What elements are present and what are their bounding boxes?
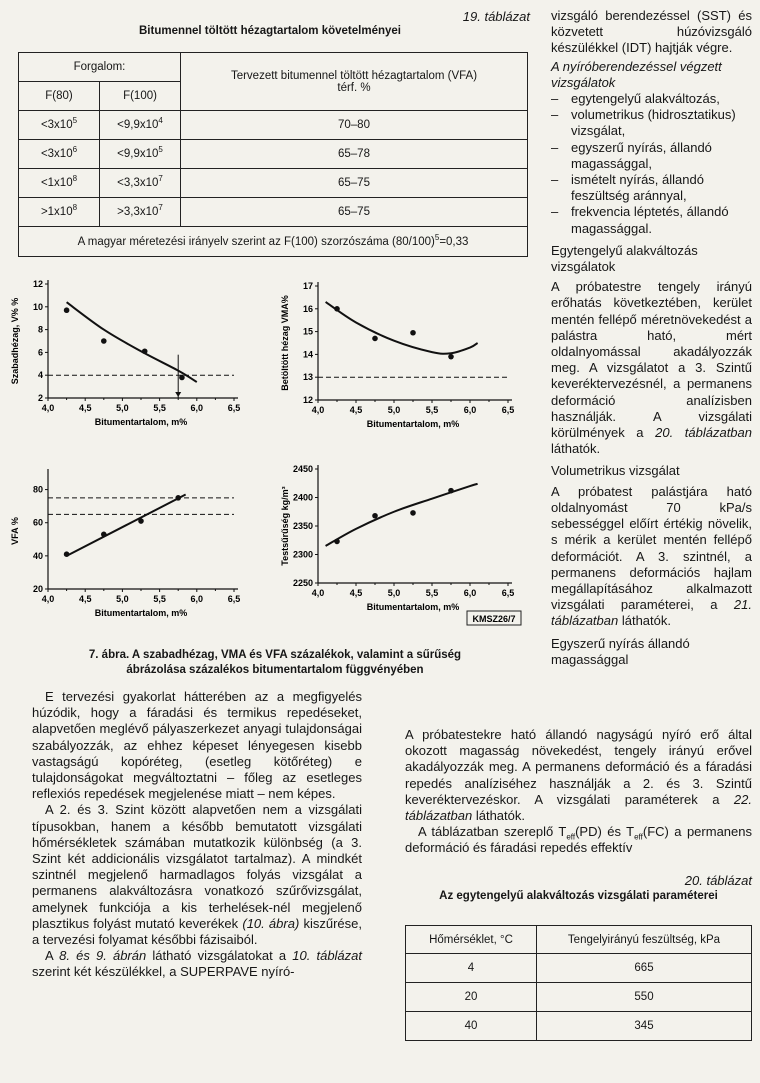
x-tick-label: 6,0 <box>190 403 204 413</box>
table-row: $<1x10^8$ $<3,3x10^7$ 65–75 <box>19 169 528 198</box>
x-tick-label: 5,5 <box>425 405 439 415</box>
chart-1 <box>10 279 240 427</box>
x-axis-label: Bitumentartalom, m% <box>94 608 188 618</box>
y-axis-label: Testsűrűség kg/m³ <box>280 486 290 566</box>
x-tick-label: 6,5 <box>501 405 515 415</box>
header-vfa: Tervezett bitumennel töltött hézagtartalom (VFA) térf. % <box>181 53 528 111</box>
header-forgalom: Forgalom: <box>19 53 181 82</box>
y-tick-label: 40 <box>32 550 43 561</box>
table-row: $>1x10^8$ $>3,3x10^7$ 65–75 <box>19 198 528 227</box>
fit-curve <box>326 484 478 546</box>
data-point <box>448 488 454 494</box>
x-tick-label: 4,0 <box>311 405 325 415</box>
data-point <box>142 348 148 354</box>
header-f80: F(80) <box>19 82 100 111</box>
section-heading: Egyszerű nyírás állandó magassággal <box>551 635 690 667</box>
table-row: $<3x10^6$ $<9,9x10^5$ 65–78 <box>19 140 528 169</box>
y-tick-label: 16 <box>302 303 313 314</box>
x-tick-label: 4,5 <box>349 588 363 598</box>
y-tick-label: 8 <box>37 324 43 335</box>
y-tick-label: 2 <box>37 393 43 403</box>
data-point <box>372 513 378 519</box>
data-point <box>138 518 144 524</box>
right-column <box>551 8 752 668</box>
data-point <box>410 510 416 516</box>
table-row: $<3x10^5$ $<9,9x10^4$ 70–80 <box>19 111 528 140</box>
x-tick-label: 6,5 <box>227 594 241 604</box>
y-tick-label: 2300 <box>292 549 313 560</box>
x-tick-label: 6,0 <box>463 588 477 598</box>
x-tick-label: 5,0 <box>387 405 401 415</box>
data-point <box>64 307 70 313</box>
y-tick-label: 14 <box>302 349 313 360</box>
y-tick-label: 12 <box>32 279 43 289</box>
y-tick-label: 12 <box>302 395 313 405</box>
header-temperature: Hőmérséklet, °C <box>406 926 537 954</box>
y-tick-label: 15 <box>302 326 313 337</box>
paragraph: A próbatestekre ható állandó nagyságú nyíró erő által okozott magasság növekedést, tengely irányú erővel akadályozzák meg. A permanens deformáció és a fáradási repedés analíziséhez használják a 2. és 3. Szintű keveréktervezéskor. A vizsgálati paraméterek a 22. táblázatban láthatók. <box>405 727 752 824</box>
y-tick-label: 2450 <box>292 464 313 474</box>
x-tick-label: 4,0 <box>41 594 55 604</box>
list-item: – frekvencia léptetés, állandó magassággal. <box>551 204 752 236</box>
test-list <box>551 91 752 237</box>
x-tick-label: 5,0 <box>116 594 129 604</box>
x-tick-label: 4,5 <box>78 403 92 413</box>
x-tick-label: 6,0 <box>463 405 477 415</box>
chart-3 <box>10 469 240 618</box>
fit-curve <box>67 302 197 382</box>
x-axis-label: Bitumentartalom, m% <box>94 417 188 427</box>
chart-2 <box>280 281 514 429</box>
data-point <box>410 330 416 336</box>
data-point <box>101 532 107 538</box>
table-title: Az egytengelyű alakváltozás vizsgálati paraméterei <box>439 890 718 902</box>
paragraph: A próbatest palástjára ható oldalnyomást 70 kPa/s sebességgel előírt értékig növelik, s mérik a kerület mentén fellépő deformációt. A 3. szintnél, a permanens deformációs hajlam megállapításához alkalmazott vizsgálati paraméterei, a 21. táblázatban láthatók. <box>551 483 752 629</box>
data-point <box>175 495 181 501</box>
x-tick-label: 4,0 <box>311 588 325 598</box>
list-item: – volumetrikus (hidrosztatikus) vizsgálat, <box>551 107 752 139</box>
y-axis-label: Szabadhézag, V% % <box>10 297 20 385</box>
y-axis-label: VFA % <box>10 517 20 545</box>
data-point <box>179 375 185 381</box>
paragraph: A táblázatban szereplő $T_{eff}(PD)$ és $T_{eff}(FC)$ a permanens deformáció és fáradási repedés effektív <box>405 824 752 856</box>
data-point <box>448 354 454 360</box>
list-item: – ismételt nyírás, állandó feszültség aránnyal, <box>551 172 752 204</box>
figure-caption: 7. ábra. A szabadhézag, VMA és VFA százalékok, valamint a sűrűség ábrázolása százalékos bitumentartalom függvényében <box>88 649 462 676</box>
y-tick-label: 13 <box>302 372 313 383</box>
table-row: 40 345 <box>406 1012 752 1041</box>
x-tick-label: 4,5 <box>349 405 363 415</box>
x-tick-label: 5,0 <box>116 403 129 413</box>
y-tick-label: 17 <box>302 281 313 291</box>
section-heading: A nyíróberendezéssel végzett vizsgálatok <box>551 58 722 90</box>
paragraph: A 2. és 3. Szint között alapvetően nem a vizsgálati típusokban, hanem a később bemutatott vizsgálati hőmérsékletek számában mutatkozik különbség (a 3. Szint két addicionális vizsgálatot tartalmaz). A mindkét szintnél megjelenő harmadlagos folyás vizsgálat a permanens alakváltozásra vonatkozó szűrővizsgálat, amelynek funkciója a kis terhelések-nél megjelenő plasztikus folyást mutató keverékek (10. ábra) kiszűrése, a tervezési folyamat későbbi fázisaiból. <box>32 802 362 948</box>
x-tick-label: 6,5 <box>227 403 241 413</box>
y-tick-label: 6 <box>37 347 43 358</box>
x-tick-label: 4,0 <box>41 403 55 413</box>
data-point <box>334 539 340 545</box>
right-wide-text <box>405 727 752 857</box>
y-tick-label: 20 <box>32 584 43 594</box>
fit-curve <box>67 495 186 556</box>
section-heading: Volumetrikus vizsgálat <box>551 463 680 479</box>
x-tick-label: 5,0 <box>387 588 401 598</box>
data-point <box>64 551 70 557</box>
table-footer-row: A magyar méretezési irányelv szerint az F(100) szorzószáma $(80/100)^5=0,33$ <box>19 227 528 257</box>
figure-7 <box>0 268 540 640</box>
table-number: 20. táblázat <box>684 873 752 888</box>
paragraph: A 8. és 9. ábrán látható vizsgálatokat a 10. táblázat szerint két készülékkel, a SUPERPAVE nyíró- <box>32 948 363 980</box>
x-tick-label: 5,5 <box>425 588 439 598</box>
y-tick-label: 80 <box>32 484 43 495</box>
arrow-icon <box>175 392 181 397</box>
table-19 <box>18 52 528 257</box>
x-tick-label: 5,5 <box>153 403 166 413</box>
chart-4 <box>280 464 514 612</box>
y-tick-label: 10 <box>32 301 43 312</box>
table-20 <box>405 925 752 1041</box>
table-row: 4 665 <box>406 954 752 983</box>
paragraph: vizsgáló berendezéssel (SST) és közvetett húzóvizsgáló készülékkel (IDT) hajtják végre. <box>551 8 752 56</box>
table-title: Bitumennel töltött hézagtartalom követelményei <box>139 25 401 37</box>
x-tick-label: 6,0 <box>190 594 204 604</box>
y-tick-label: 60 <box>32 517 43 528</box>
x-axis-label: Bitumentartalom, m% <box>366 419 460 429</box>
y-tick-label: 2400 <box>292 492 313 503</box>
data-point <box>334 306 340 312</box>
list-item: – egytengelyű alakváltozás, <box>551 91 752 107</box>
fit-curve <box>326 302 478 354</box>
header-f100: F(100) <box>100 82 181 111</box>
table-row: 20 550 <box>406 983 752 1012</box>
y-tick-label: 2350 <box>292 521 313 531</box>
y-tick-label: 4 <box>37 370 43 381</box>
paragraph: E tervezési gyakorlat hátterében az a megfigyelés húzódik, hogy a fáradási és termikus repedéseket, alapvetően meglévő pályaszerkezet anyagi tulajdonságai szabályozzák, az ehhez képeset lényegesen kisebb vastagságú kopóréteg, (esetleg kötőréteg) e tulajdonságokat megváltoztatni – főleg az esetleges reflexiós repedések megjelenése miatt – nem képes. <box>32 689 362 802</box>
x-tick-label: 5,5 <box>153 594 166 604</box>
y-axis-label: Betöltött hézag VMA% <box>280 295 290 391</box>
table-number: 19. táblázat <box>462 9 530 24</box>
x-tick-label: 6,5 <box>501 588 515 598</box>
list-item: – egyszerű nyírás, állandó magassággal, <box>551 140 752 172</box>
left-column <box>32 689 362 981</box>
header-stress: Tengelyirányú feszültség, kPa <box>537 926 752 954</box>
paragraph: A próbatestre tengely irányú erőhatás következtében, kerület mentén fellépő méretnövekedést a palástra ható, mért oldalnyomással akadályozzák meg. A vizsgálatot a 3. Szintű keveréktervezésnél, a permanens deformáció analízisben használják. A vizsgálati körülmények a 20. táblázatban láthatók. <box>551 279 752 457</box>
data-point <box>101 338 107 344</box>
figure-code: KMSZ26/7 <box>472 614 516 624</box>
x-axis-label: Bitumentartalom, m% <box>366 602 460 612</box>
section-heading: Egytengelyű alakváltozás vizsgálatok <box>551 242 698 275</box>
y-tick-label: 2250 <box>292 578 313 588</box>
x-tick-label: 4,5 <box>78 594 92 604</box>
data-point <box>372 336 378 342</box>
